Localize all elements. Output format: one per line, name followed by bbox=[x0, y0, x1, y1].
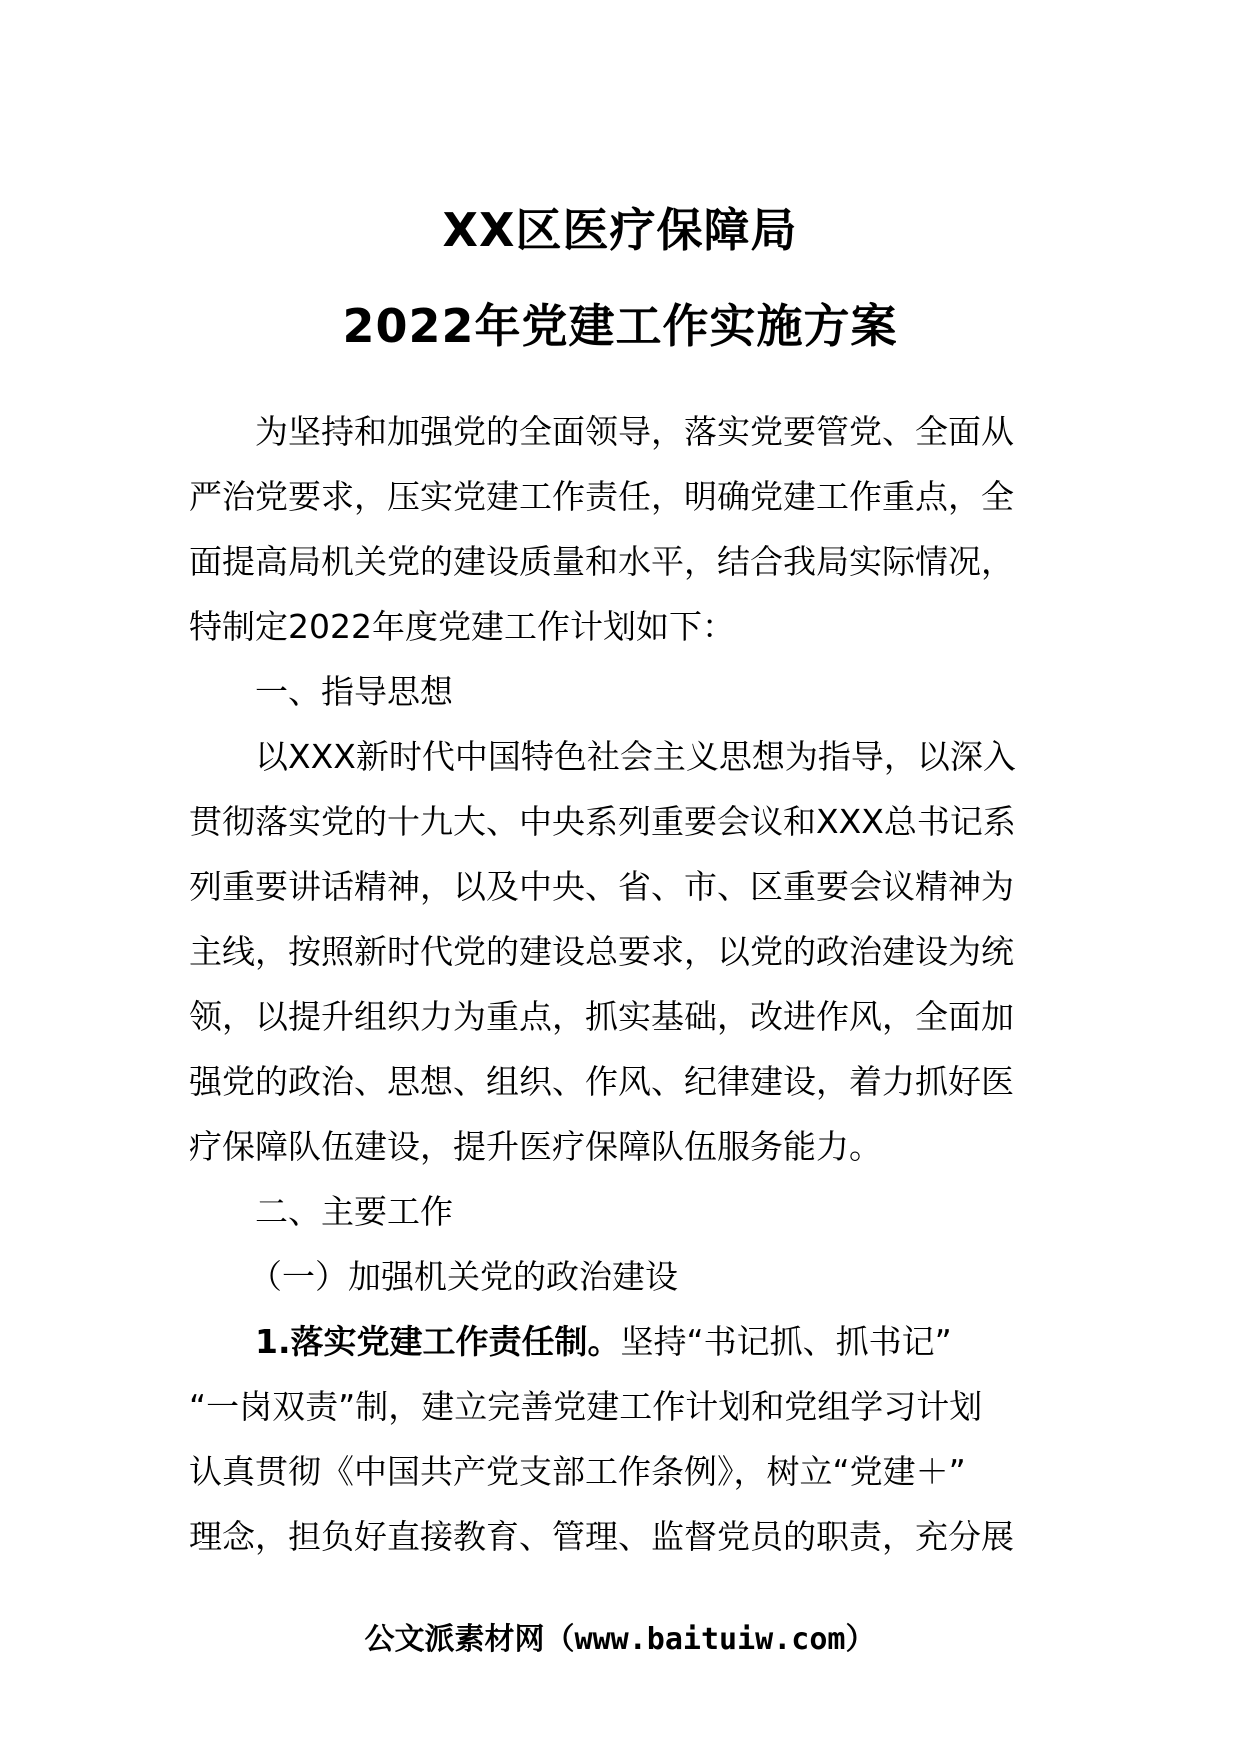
paragraph-line: 特制定2022年度党建工作计划如下： bbox=[189, 607, 735, 646]
footer-url: （www.baituiw.com） bbox=[544, 1622, 876, 1657]
document-body bbox=[189, 399, 1054, 1569]
subsection-heading: （一）加强机关党的政治建设 bbox=[249, 1257, 678, 1296]
footer-site-name: 公文派素材网 bbox=[364, 1622, 545, 1657]
document-title-line-1: XX区医疗保障局 bbox=[442, 203, 798, 257]
section-heading: 二、主要工作 bbox=[255, 1192, 453, 1231]
document-title-line-2: 2022年党建工作实施方案 bbox=[342, 299, 898, 353]
paragraph-line: 强党的政治、思想、组织、作风、纪律建设，着力抓好医 bbox=[189, 1062, 1014, 1101]
paragraph-line: 为坚持和加强党的全面领导，落实党要管党、全面从 bbox=[255, 412, 1014, 451]
paragraph-line: 主线，按照新时代党的建设总要求，以党的政治建设为统 bbox=[189, 932, 1014, 971]
paragraph-line: 领，以提升组织力为重点，抓实基础，改进作风，全面加 bbox=[189, 997, 1014, 1036]
section-heading: 一、指导思想 bbox=[255, 672, 453, 711]
paragraph-line: 贯彻落实党的十九大、中央系列重要会议和XXX总书记系 bbox=[189, 802, 1016, 841]
paragraph-line: 疗保障队伍建设，提升医疗保障队伍服务能力。 bbox=[189, 1127, 882, 1166]
item-heading: 1.落实党建工作责任制。 bbox=[255, 1322, 621, 1361]
paragraph-line: 认真贯彻《中国共产党支部工作条例》，树立“党建＋” bbox=[189, 1452, 966, 1491]
page-footer bbox=[0, 1620, 1240, 1660]
paragraph-line: 严治党要求，压实党建工作责任，明确党建工作重点，全 bbox=[189, 477, 1014, 516]
paragraph-line: 以XXX新时代中国特色社会主义思想为指导，以深入 bbox=[255, 737, 1016, 776]
paragraph-line bbox=[189, 1309, 1054, 1374]
item-text: 坚持“书记抓、抓书记” bbox=[620, 1322, 952, 1361]
paragraph-line: “一岗双责”制，建立完善党建工作计划和党组学习计划 bbox=[189, 1387, 983, 1426]
paragraph-line: 列重要讲话精神，以及中央、省、市、区重要会议精神为 bbox=[189, 867, 1014, 906]
paragraph-line: 面提高局机关党的建设质量和水平，结合我局实际情况， bbox=[189, 542, 1014, 581]
paragraph-line: 理念，担负好直接教育、管理、监督党员的职责，充分展 bbox=[189, 1517, 1014, 1556]
